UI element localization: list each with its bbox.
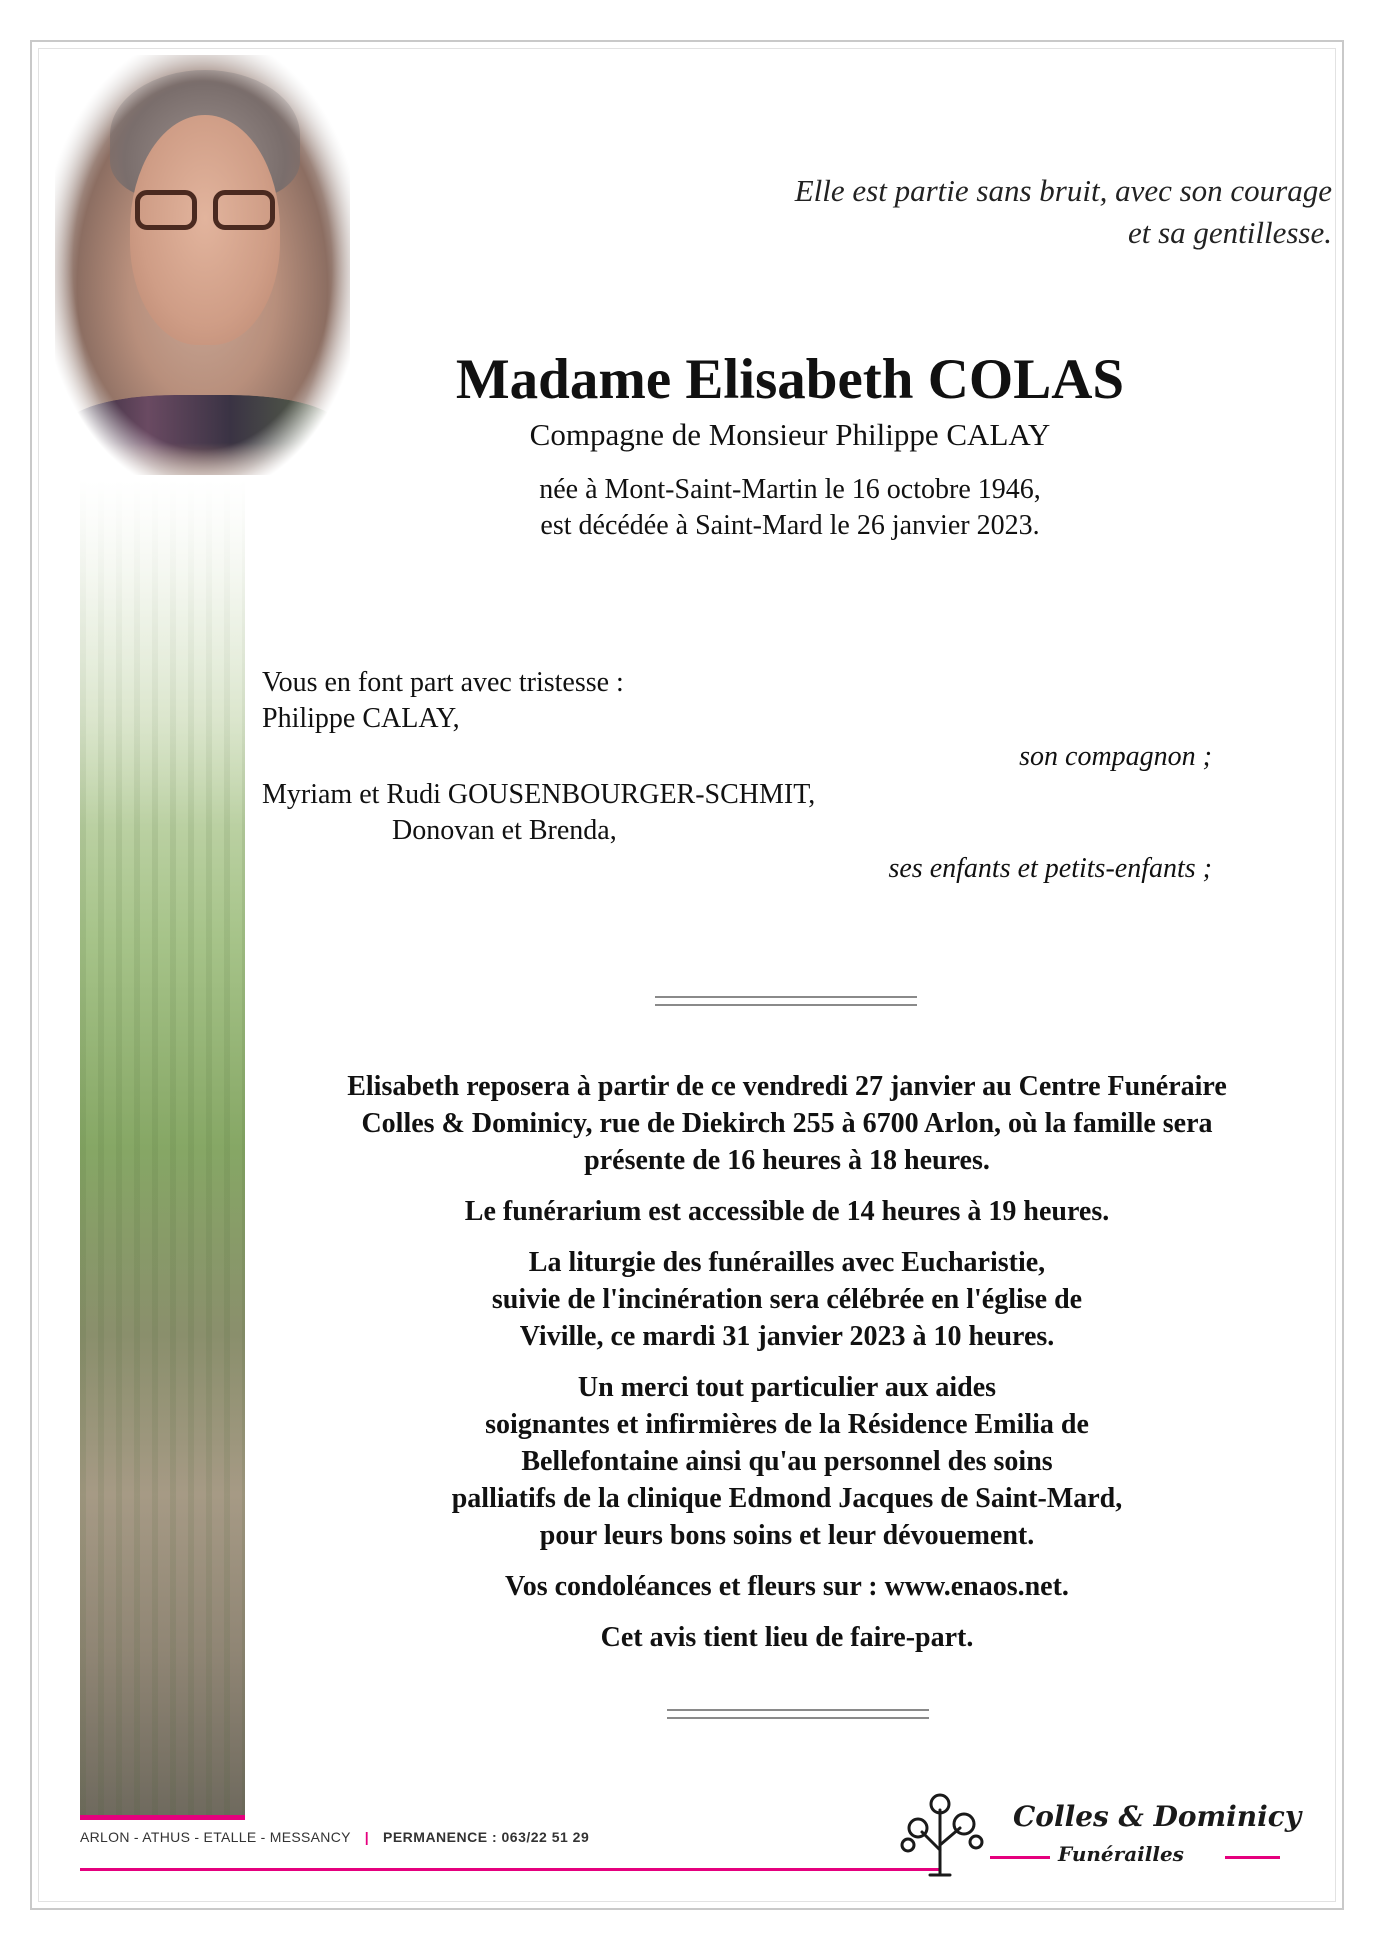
deceased-name: Madame Elisabeth COLAS bbox=[455, 348, 1125, 411]
notice-line: Colles & Dominicy, rue de Diekirch 255 à 6700 Arlon, où la famille sera bbox=[361, 1108, 1213, 1139]
notice-line: pour leurs bons soins et leur dévouement. bbox=[539, 1520, 1035, 1551]
notice-line: Vos condoléances et fleurs sur : www.enaos.net. bbox=[505, 1571, 1069, 1602]
divider-top bbox=[655, 996, 917, 1006]
footer-locations: ARLON - ATHUS - ETALLE - MESSANCY bbox=[80, 1829, 351, 1845]
notice-line: La liturgie des funérailles avec Eucharistie, bbox=[528, 1247, 1046, 1278]
birth-death-dates bbox=[380, 472, 1200, 544]
notice-line: soignantes et infirmières de la Résidence Emilia de bbox=[485, 1409, 1089, 1440]
notice-thanks bbox=[262, 1369, 1312, 1554]
footer-accent-line bbox=[80, 1868, 940, 1871]
funeral-notice bbox=[262, 1068, 1312, 1670]
children-names: Myriam et Rudi GOUSENBOURGER-SCHMIT, bbox=[262, 779, 816, 810]
notice-hours bbox=[262, 1193, 1312, 1230]
notice-line: Viville, ce mardi 31 janvier 2023 à 10 heures. bbox=[519, 1321, 1055, 1352]
footer-permanence: PERMANENCE : 063/22 51 29 bbox=[383, 1829, 590, 1845]
quote-line-1: Elle est partie sans bruit, avec son courage bbox=[794, 173, 1332, 208]
companion-text: Compagne de Monsieur Philippe CALAY bbox=[529, 417, 1051, 452]
brand-subtitle: Funérailles bbox=[1058, 1842, 1184, 1866]
footer-separator: | bbox=[364, 1829, 369, 1845]
notice-line: Le funérarium est accessible de 14 heures à 19 heures. bbox=[464, 1196, 1110, 1227]
notice-viewing bbox=[262, 1068, 1312, 1179]
children-relation: ses enfants et petits-enfants ; bbox=[888, 853, 1212, 884]
notice-line: palliatifs de la clinique Edmond Jacques de Saint-Mard, bbox=[451, 1483, 1123, 1514]
tree-logo-icon bbox=[890, 1790, 990, 1880]
family-intro: Vous en font part avec tristesse : bbox=[262, 667, 624, 698]
notice-line: Un merci tout particulier aux aides bbox=[577, 1372, 997, 1403]
notice-line: Bellefontaine ainsi qu'au personnel des soins bbox=[521, 1446, 1053, 1477]
notice-line: suivie de l'incinération sera célébrée en l'église de bbox=[491, 1284, 1083, 1315]
notice-line: Elisabeth reposera à partir de ce vendredi 27 janvier au Centre Funéraire bbox=[347, 1071, 1227, 1102]
portrait-vignette bbox=[55, 55, 350, 475]
death-line: est décédée à Saint-Mard le 26 janvier 2023. bbox=[540, 510, 1040, 541]
epitaph-quote bbox=[632, 170, 1332, 254]
brand-line-left bbox=[990, 1856, 1050, 1859]
quote-line-2: et sa gentillesse. bbox=[1127, 215, 1332, 250]
notice-line: présente de 16 heures à 18 heures. bbox=[584, 1145, 990, 1176]
funeral-home-logo bbox=[890, 1790, 1302, 1880]
forest-path-image bbox=[80, 480, 245, 1815]
notice-liturgy bbox=[262, 1244, 1312, 1355]
notice-faire-part bbox=[262, 1619, 1312, 1656]
notice-condolences bbox=[262, 1568, 1312, 1605]
brand-line-right bbox=[1225, 1856, 1280, 1859]
partner-relation: son compagnon ; bbox=[1019, 741, 1212, 772]
birth-line: née à Mont-Saint-Martin le 16 octobre 1946, bbox=[539, 474, 1041, 505]
divider-bottom bbox=[667, 1709, 929, 1719]
grandchildren-names: Donovan et Brenda, bbox=[392, 815, 617, 846]
footer-info bbox=[80, 1817, 940, 1857]
partner-name: Philippe CALAY, bbox=[262, 703, 460, 734]
brand-name: Colles & Dominicy bbox=[1013, 1800, 1302, 1833]
notice-line: Cet avis tient lieu de faire-part. bbox=[600, 1622, 974, 1653]
companion-line bbox=[380, 415, 1200, 455]
